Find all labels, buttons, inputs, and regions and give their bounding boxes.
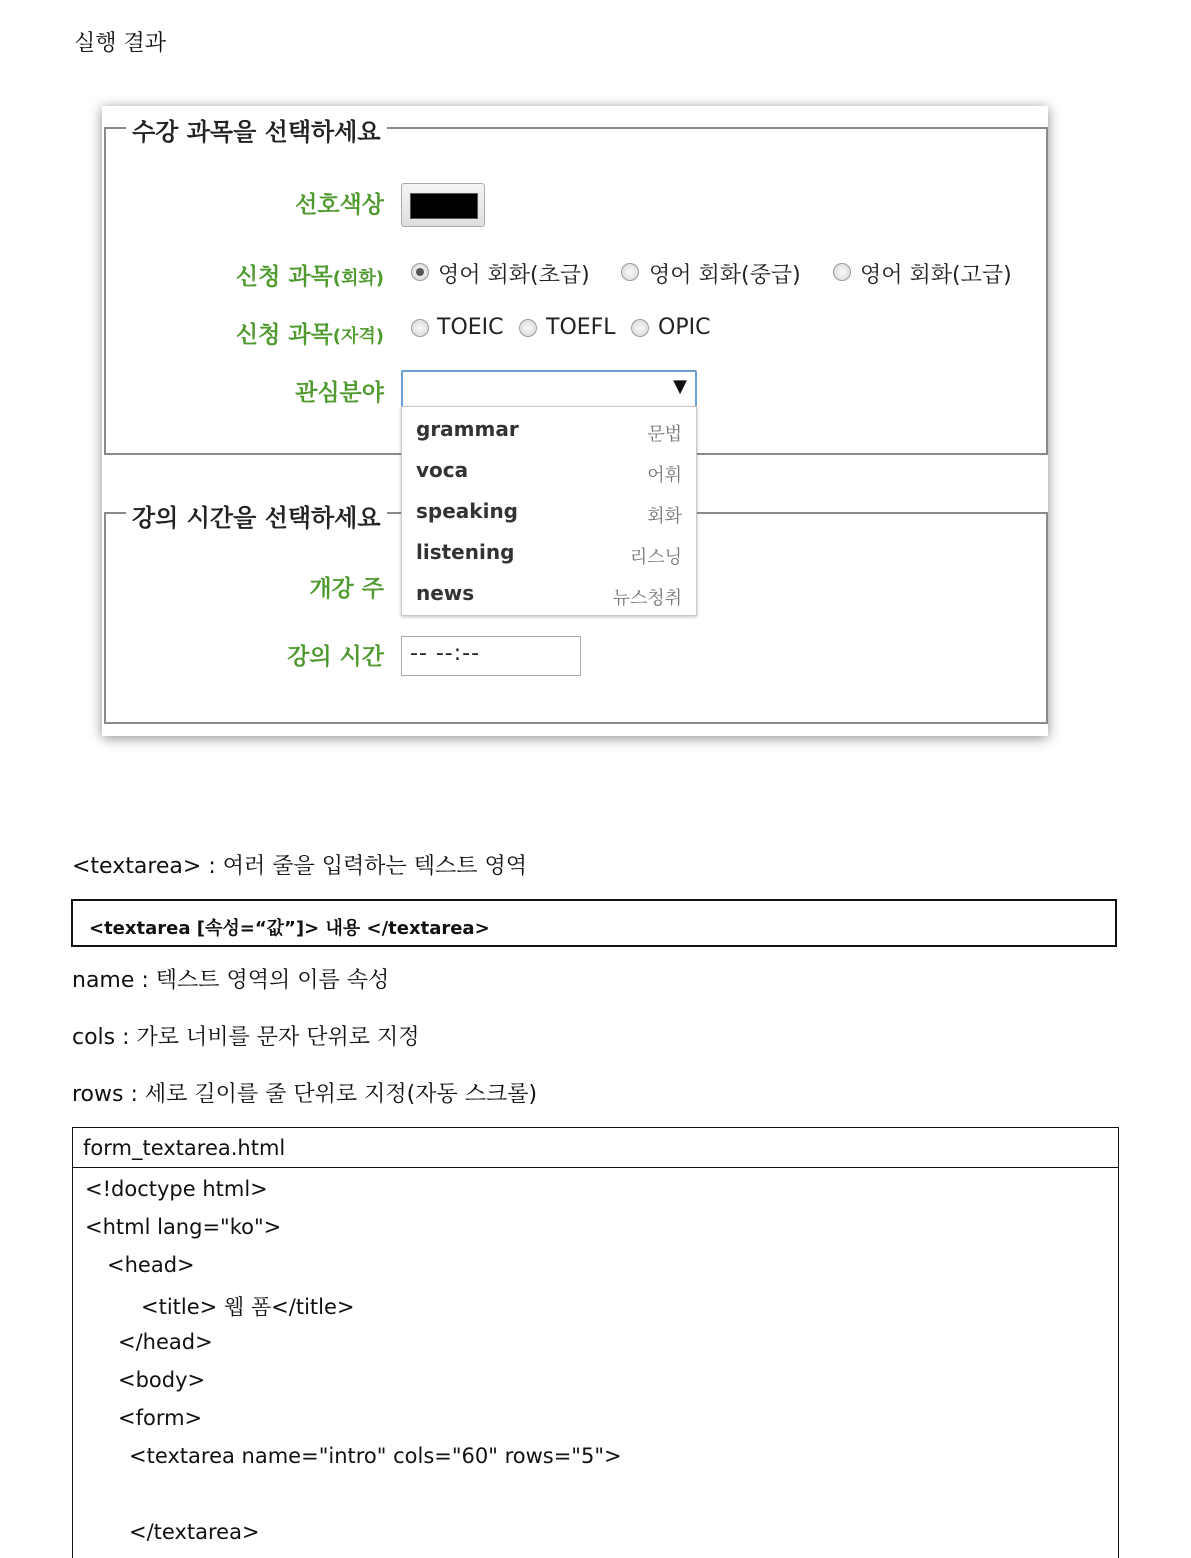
textarea-description: <textarea> : 여러 줄을 입력하는 텍스트 영역	[72, 854, 527, 879]
code-file-name: form_textarea.html	[83, 1136, 286, 1160]
code-line: <textarea name="intro" cols="60" rows="5">	[129, 1444, 622, 1468]
radio-conversation-intermediate[interactable]	[621, 263, 639, 281]
option-value: grammar	[416, 417, 519, 441]
code-listing	[72, 1127, 1119, 1558]
code-line: <title> 웹 폼</title>	[141, 1295, 355, 1319]
option-value: voca	[416, 458, 469, 482]
code-line: <!doctype html>	[85, 1177, 268, 1201]
option-toefl: TOEFL	[546, 315, 616, 340]
option-label: 리스닝	[629, 547, 682, 568]
interest-dropdown-list	[401, 406, 697, 616]
radio-opic[interactable]	[631, 319, 649, 337]
option-label: 회화	[647, 506, 682, 527]
option-label: 뉴스청취	[612, 588, 682, 609]
code-line: </textarea>	[129, 1520, 260, 1544]
week-label: 개강 주	[309, 576, 384, 602]
attribute-name: name : 텍스트 영역의 이름 속성	[72, 968, 390, 993]
code-line: <head>	[107, 1253, 195, 1277]
code-file-title	[73, 1128, 1118, 1168]
code-line: </head>	[118, 1330, 213, 1354]
certification-course-label	[184, 316, 384, 349]
color-swatch	[410, 193, 478, 219]
dropdown-option-voca[interactable]	[402, 452, 696, 492]
radio-conversation-advanced[interactable]	[833, 263, 851, 281]
conversation-label-sub: (회화)	[332, 268, 384, 289]
time-fieldset-legend: 강의 시간을 선택하세요	[126, 498, 387, 533]
radio-conversation-beginner[interactable]	[411, 263, 429, 281]
option-toeic: TOEIC	[437, 315, 504, 340]
conversation-label-main: 신청 과목	[235, 264, 333, 290]
syntax-text: <textarea [속성=“값”]> 내용 </textarea>	[89, 918, 490, 939]
syntax-box	[71, 899, 1117, 947]
option-value: listening	[416, 540, 515, 564]
radio-toefl[interactable]	[519, 319, 537, 337]
option-conversation-advanced: 영어 회화(고급)	[860, 263, 1012, 288]
option-conversation-beginner: 영어 회화(초급)	[438, 263, 590, 288]
dropdown-option-listening[interactable]	[402, 534, 696, 574]
option-opic: OPIC	[658, 315, 711, 340]
dropdown-option-news[interactable]	[402, 575, 696, 615]
code-line: <html lang="ko">	[85, 1215, 282, 1239]
option-label: 어휘	[647, 465, 682, 486]
attribute-cols: cols : 가로 너비를 문자 단위로 지정	[72, 1025, 420, 1050]
interest-select[interactable]	[401, 370, 697, 408]
option-label: 문법	[647, 424, 682, 445]
cert-label-main: 신청 과목	[235, 322, 333, 348]
form-screenshot	[102, 106, 1048, 736]
code-line: <body>	[118, 1368, 206, 1392]
run-result-heading: 실행 결과	[74, 31, 167, 56]
dropdown-option-speaking[interactable]	[402, 493, 696, 533]
conversation-course-label	[184, 258, 384, 291]
option-conversation-intermediate: 영어 회화(중급)	[649, 263, 801, 288]
color-label: 선호색상	[295, 192, 384, 218]
interest-label: 관심분야	[295, 380, 384, 406]
course-fieldset-legend: 수강 과목을 선택하세요	[126, 112, 387, 147]
code-line: <form>	[118, 1406, 203, 1430]
radio-toeic[interactable]	[411, 319, 429, 337]
option-value: news	[416, 581, 475, 605]
cert-label-sub: (자격)	[332, 326, 384, 347]
option-value: speaking	[416, 499, 518, 523]
color-picker[interactable]	[401, 183, 485, 227]
dropdown-arrow-icon: ▼	[673, 376, 687, 397]
lecture-time-input[interactable]	[401, 636, 581, 676]
time-label: 강의 시간	[287, 644, 384, 670]
dropdown-option-grammar[interactable]	[402, 411, 696, 451]
attribute-rows: rows : 세로 길이를 줄 단위로 지정(자동 스크롤)	[72, 1082, 538, 1107]
lecture-time-placeholder: -- --:--	[410, 641, 481, 666]
